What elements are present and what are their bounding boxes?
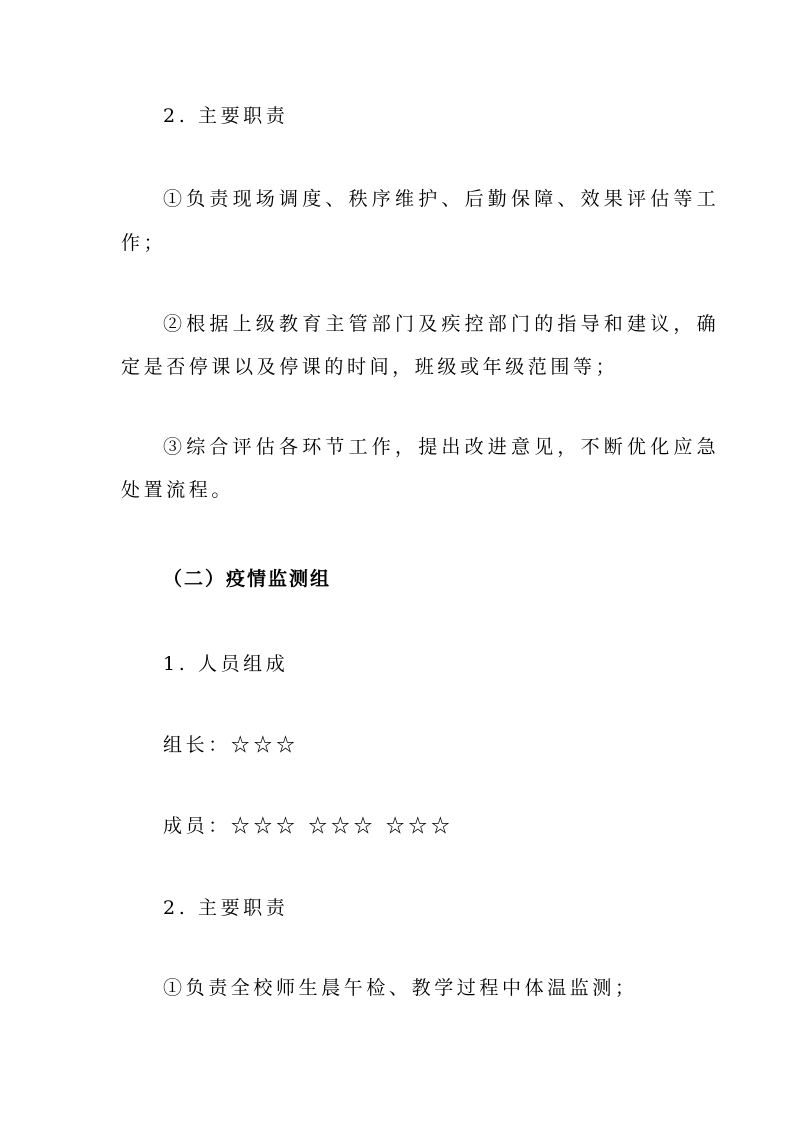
duty-item-monitoring: ①负责全校师生晨午检、教学过程中体温监测； [163, 977, 638, 999]
duty-item-2-line-2: 定是否停课以及停课的时间，班级或年级范围等； [121, 356, 619, 378]
duty-item-2-line-1: ②根据上级教育主管部门及疾控部门的指导和建议，确 [163, 313, 720, 335]
duties-heading: 2. 主要职责 [163, 105, 289, 127]
members-heading: 1. 人员组成 [163, 653, 289, 675]
duty-item-3-line-2: 处置流程。 [121, 479, 235, 501]
duty-item-1-line-2: 作； [121, 232, 167, 254]
group-title: （二）疫情监测组 [163, 568, 332, 590]
group-leader: 组长：☆☆☆ [163, 734, 299, 756]
duty-item-3-line-1: ③综合评估各环节工作，提出改进意见，不断优化应急 [163, 436, 720, 458]
duty-item-1-line-1: ①负责现场调度、秩序维护、后勤保障、效果评估等工 [163, 188, 720, 210]
group-members: 成员：☆☆☆ ☆☆☆ ☆☆☆ [163, 815, 454, 837]
duties-heading-2: 2. 主要职责 [163, 897, 289, 919]
